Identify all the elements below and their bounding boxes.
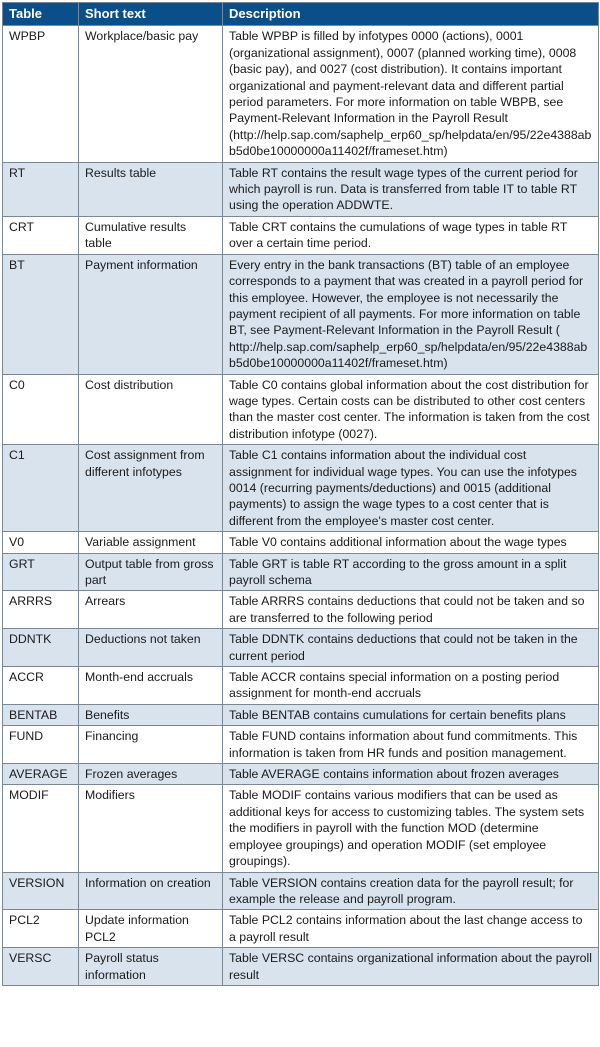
- cell-description: Table PCL2 contains information about the last change access to a payroll result: [223, 910, 599, 948]
- table-row: [3, 591, 599, 629]
- cell-short-text: Month-end accruals: [79, 667, 223, 705]
- cell-table: C1: [3, 445, 79, 532]
- cell-description: Table CRT contains the cumulations of wage types in table RT over a certain time period.: [223, 216, 599, 254]
- cell-table: ARRRS: [3, 591, 79, 629]
- table-row: [3, 629, 599, 667]
- cell-short-text: Financing: [79, 726, 223, 764]
- cell-table: FUND: [3, 726, 79, 764]
- cell-short-text: Update information PCL2: [79, 910, 223, 948]
- cell-short-text: Benefits: [79, 704, 223, 725]
- cell-table: CRT: [3, 216, 79, 254]
- cell-description: Table WPBP is filled by infotypes 0000 (actions), 0001 (organizational assignment), 0007 (planned working time), 0008 (basic pay), and 0027 (cost distribution). It contains important organizational and payment-relevant data and different partial period parameters. For more information on table WBPB, see Payment-Relevant Information in the Payroll Result (http://help.sap.com/saphelp_erp60_sp/helpdata/en/95/22e4388abb5d0be10000000a11402f/frameset.htm): [223, 26, 599, 162]
- cell-short-text: Modifiers: [79, 785, 223, 872]
- table-body: [3, 26, 599, 986]
- cell-description: Table RT contains the result wage types of the current period for which payroll is run. Data is transferred from table IT to table RT using the operation ADDWTE.: [223, 162, 599, 216]
- cell-table: V0: [3, 532, 79, 553]
- cell-short-text: Payment information: [79, 254, 223, 374]
- table-row: [3, 872, 599, 910]
- table-row: [3, 553, 599, 591]
- cell-description: Table MODIF contains various modifiers that can be used as additional keys for access to customizing tables. The system sets the modifiers in payroll with the function MOD (determine employee groupings) and operation MODIF (set employee groupings).: [223, 785, 599, 872]
- header-row: [3, 3, 599, 26]
- cell-table: VERSION: [3, 872, 79, 910]
- table-row: [3, 445, 599, 532]
- table-row: [3, 910, 599, 948]
- cell-table: RT: [3, 162, 79, 216]
- cell-table: AVERAGE: [3, 764, 79, 785]
- cell-description: Table ARRRS contains deductions that could not be taken and so are transferred to the following period: [223, 591, 599, 629]
- cell-table: GRT: [3, 553, 79, 591]
- cell-short-text: Arrears: [79, 591, 223, 629]
- cell-description: Table DDNTK contains deductions that could not be taken in the current period: [223, 629, 599, 667]
- cell-short-text: Frozen averages: [79, 764, 223, 785]
- header-description: Description: [223, 3, 599, 26]
- cell-description: Table C1 contains information about the individual cost assignment for individual wage types. You can use the infotypes 0014 (recurring payments/deductions) and 0015 (additional payments) to assign the wage types to a cost center that is different from the employee's master cost center.: [223, 445, 599, 532]
- header-table: Table: [3, 3, 79, 26]
- header-short-text: Short text: [79, 3, 223, 26]
- payroll-tables-table: [2, 2, 599, 986]
- cell-short-text: Deductions not taken: [79, 629, 223, 667]
- table-row: [3, 785, 599, 872]
- table-row: [3, 704, 599, 725]
- table-row: [3, 948, 599, 986]
- cell-short-text: Cost distribution: [79, 374, 223, 445]
- cell-table: PCL2: [3, 910, 79, 948]
- table-row: [3, 26, 599, 162]
- table-row: [3, 726, 599, 764]
- cell-description: Table FUND contains information about fund commitments. This information is taken from HR funds and position management.: [223, 726, 599, 764]
- cell-description: Table GRT is table RT according to the gross amount in a split payroll schema: [223, 553, 599, 591]
- cell-description: Table C0 contains global information about the cost distribution for wage types. Certain costs can be distributed to other cost centers than the master cost center. The information is taken from the cost distribution infotype (0027).: [223, 374, 599, 445]
- table-row: [3, 254, 599, 374]
- cell-short-text: Information on creation: [79, 872, 223, 910]
- cell-table: C0: [3, 374, 79, 445]
- cell-short-text: Payroll status information: [79, 948, 223, 986]
- cell-description: Every entry in the bank transactions (BT) table of an employee corresponds to a payment that was created in a payroll period for this employee. However, the employee is not necessarily the payment recipient of all payments. For more information on table BT, see Payment-Relevant Information in the Payroll Result ( http://help.sap.com/saphelp_erp60_sp/helpdata/en/95/22e4388abb5d0be10000000a11402f/frameset.htm): [223, 254, 599, 374]
- table-row: [3, 374, 599, 445]
- cell-table: MODIF: [3, 785, 79, 872]
- cell-short-text: Output table from gross part: [79, 553, 223, 591]
- table-row: [3, 216, 599, 254]
- cell-description: Table AVERAGE contains information about frozen averages: [223, 764, 599, 785]
- cell-table: DDNTK: [3, 629, 79, 667]
- cell-table: ACCR: [3, 667, 79, 705]
- cell-description: Table ACCR contains special information on a posting period assignment for month-end accruals: [223, 667, 599, 705]
- cell-short-text: Results table: [79, 162, 223, 216]
- cell-description: Table V0 contains additional information about the wage types: [223, 532, 599, 553]
- table-row: [3, 764, 599, 785]
- cell-table: BT: [3, 254, 79, 374]
- table-header: [3, 3, 599, 26]
- cell-short-text: Variable assignment: [79, 532, 223, 553]
- cell-description: Table BENTAB contains cumulations for certain benefits plans: [223, 704, 599, 725]
- table-row: [3, 667, 599, 705]
- cell-short-text: Workplace/basic pay: [79, 26, 223, 162]
- cell-table: BENTAB: [3, 704, 79, 725]
- cell-short-text: Cumulative results table: [79, 216, 223, 254]
- table-row: [3, 532, 599, 553]
- cell-table: WPBP: [3, 26, 79, 162]
- cell-description: Table VERSC contains organizational information about the payroll result: [223, 948, 599, 986]
- table-row: [3, 162, 599, 216]
- cell-description: Table VERSION contains creation data for the payroll result; for example the release and payroll program.: [223, 872, 599, 910]
- cell-short-text: Cost assignment from different infotypes: [79, 445, 223, 532]
- cell-table: VERSC: [3, 948, 79, 986]
